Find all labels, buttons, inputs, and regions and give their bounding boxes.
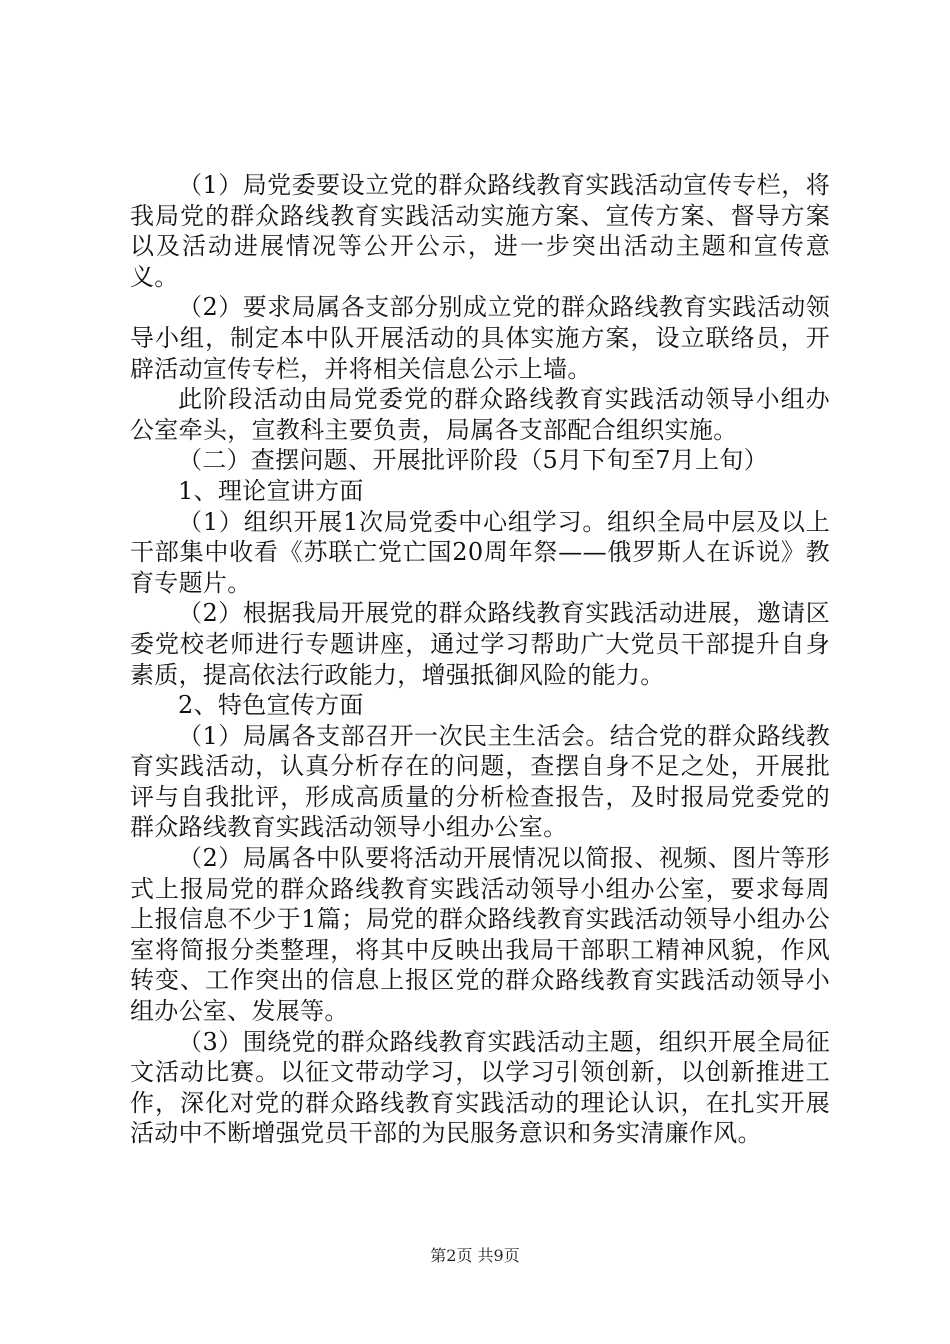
paragraph-report-briefings: （2）局属各中队要将活动开展情况以简报、视频、图片等形式上报局党的群众路线教育实践活动领导小组办公室，要求每周上报信息不少于1篇；局党的群众路线教育实践活动领导小组办公室将简报分类整理，将其中反映出我局干部职工精神风貌，作风转变、工作突出的信息上报区党的群众路线教育实践活动领导小组办公室、发展等。: [130, 844, 830, 1026]
subheading-feature-publicity: 2、特色宣传方面: [178, 691, 364, 720]
paragraph-special-lecture: （2）根据我局开展党的群众路线教育实践活动进展，邀请区委党校老师进行专题讲座，通过学习帮助广大党员干部提升自身素质，提高依法行政能力，增强抵御风险的能力。: [130, 599, 830, 689]
section-heading-stage-two: （二）查摆问题、开展批评阶段（5月下旬至7月上旬）: [178, 446, 769, 475]
document-body: [130, 170, 830, 1149]
paragraph-essay-contest: （3）围绕党的群众路线教育实践活动主题，组织开展全局征文活动比赛。以征文带动学习，以学习引领创新，以创新推进工作，深化对党的群众路线教育实践活动的理论认识，在扎实开展活动中不断增强党员干部的为民服务意识和务实清廉作风。: [130, 1027, 830, 1148]
paragraph-democratic-meeting: （1）局属各支部召开一次民主生活会。结合党的群众路线教育实践活动，认真分析存在的问题，查摆自身不足之处，开展批评与自我批评，形成高质量的分析检查报告，及时报局党委党的群众路线教育实践活动领导小组办公室。: [130, 721, 830, 842]
paragraph-leading-group: （2）要求局属各支部分别成立党的群众路线教育实践活动领导小组，制定本中队开展活动的具体实施方案，设立联络员，开辟活动宣传专栏，并将相关信息公示上墙。: [130, 293, 830, 383]
paragraph-center-group-study: （1）组织开展1次局党委中心组学习。组织全局中层及以上干部集中收看《苏联亡党亡国20周年祭——俄罗斯人在诉说》教育专题片。: [130, 507, 830, 597]
page-footer: 第2页 共9页: [430, 1246, 520, 1265]
paragraph-publicity-column: （1）局党委要设立党的群众路线教育实践活动宣传专栏，将我局党的群众路线教育实践活动实施方案、宣传方案、督导方案以及活动进展情况等公开公示，进一步突出活动主题和宣传意义。: [130, 171, 830, 291]
subheading-theory-lecture: 1、理论宣讲方面: [178, 476, 364, 505]
paragraph-stage-responsibility: 此阶段活动由局党委党的群众路线教育实践活动领导小组办公室牵头，宣教科主要负责，局属各支部配合组织实施。: [130, 385, 830, 444]
